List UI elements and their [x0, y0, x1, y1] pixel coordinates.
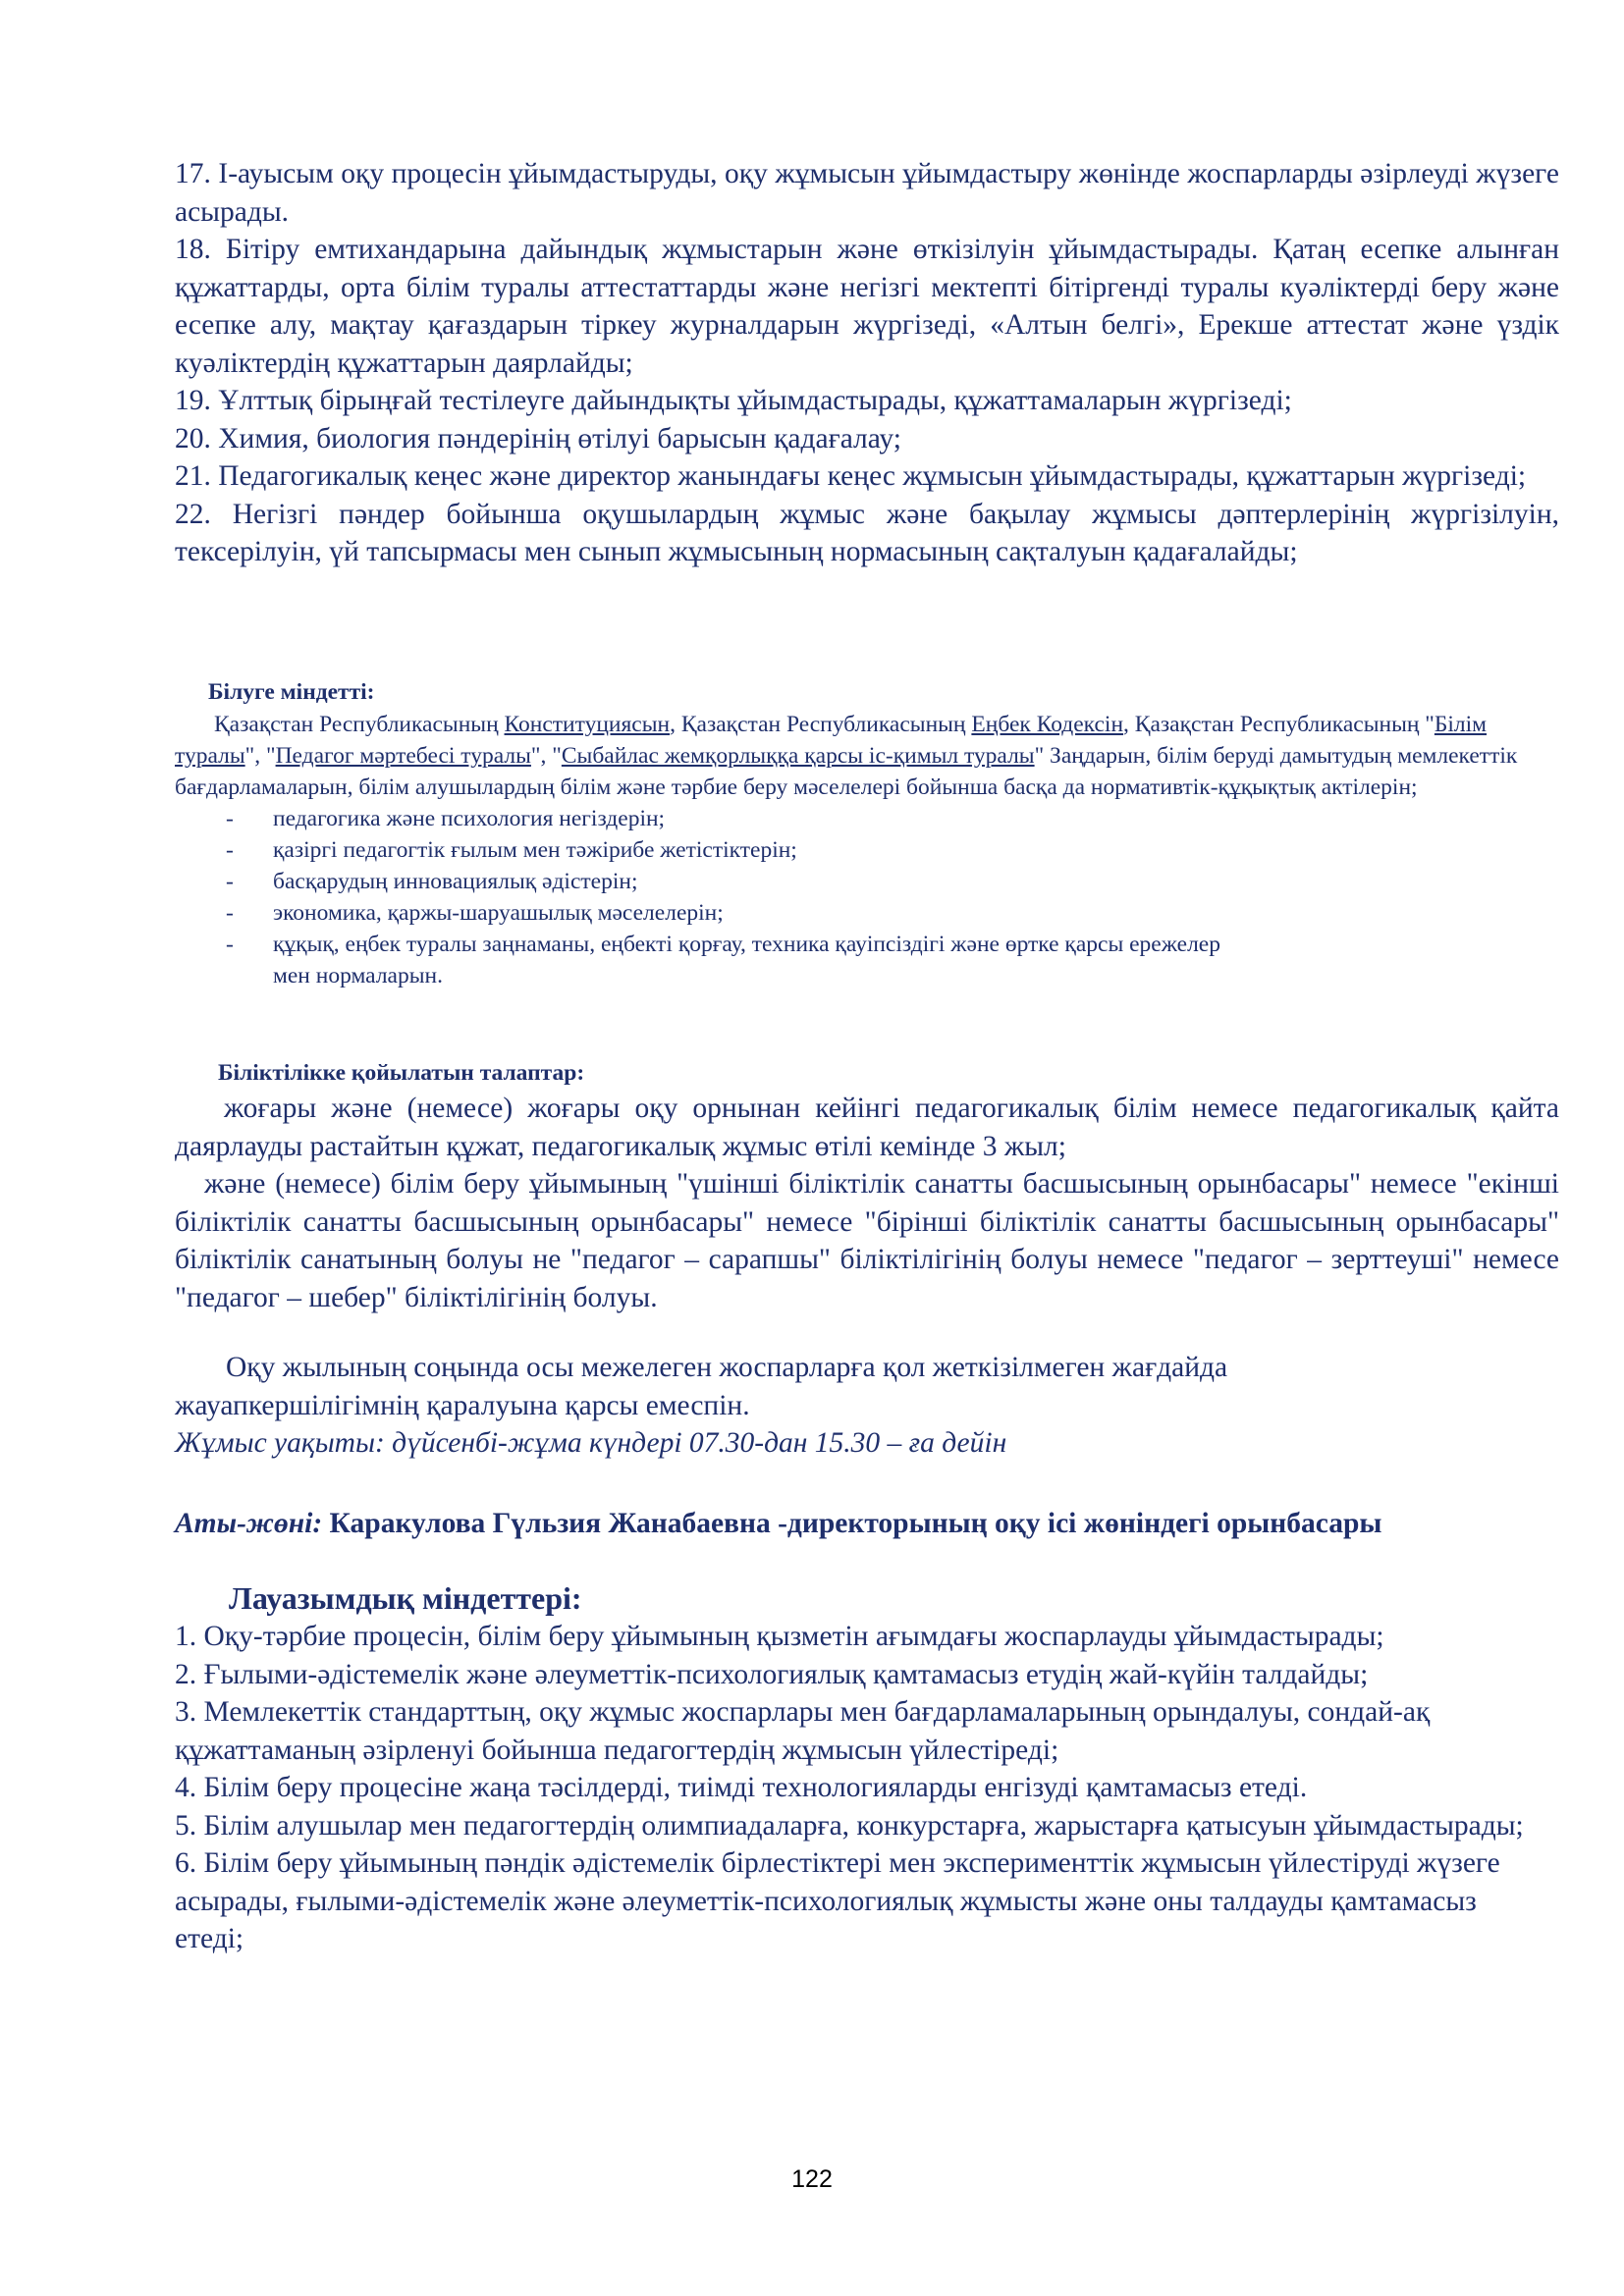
- person-label: Аты-жөні:: [175, 1508, 323, 1539]
- job-duties-section: [175, 1578, 1549, 1958]
- link-labor-code[interactable]: Еңбек Кодексін: [971, 712, 1124, 737]
- work-hours: Жұмыс уақыты: дүйсенбі-жұма күндері 07.30-дан 15.30 – ға дейін: [175, 1427, 1007, 1459]
- must-know-list: [175, 803, 1235, 991]
- dash-bullet-icon: -: [226, 932, 234, 957]
- job-duty-item: 6. Білім беру ұйымының пәндік әдістемелік бірлестіктері мен эксперименттік жұмысын үйлестіруді жүзеге асырады, ғылыми-әдістемелік және әлеуметтік-психологиялық жұмысты және оны талдауды қамтамасыз етеді;: [175, 1847, 1500, 1954]
- link-education-law[interactable]: Білім туралы: [175, 712, 1488, 769]
- qualification-heading: Біліктілікке қойылатын талаптар:: [218, 1060, 585, 1086]
- dash-bullet-icon: -: [226, 806, 234, 831]
- job-duty-item: 4. Білім беру процесіне жаңа тәсілдерді, тиімді технологияларды енгізуді қамтамасыз етеді.: [175, 1772, 1308, 1803]
- responsibility-statement: Оқу жылының соңында осы межелеген жоспарларға қол жеткізілмеген жағдайда жауапкершілігімнің қаралуына қарсы емеспін.: [175, 1352, 1228, 1421]
- person-name-position: Каракулова Гүльзия Жанабаевна -директорының оқу ісі жөніндегі орынбасары: [322, 1508, 1382, 1539]
- qualification-paragraph: және (немесе) білім беру ұйымының "үшінші біліктілік санатты басшысының орынбасары" немесе "екінші біліктілік санатты басшысының орынбасары" немесе "бірінші біліктілік санатты басшысының орынбасары" біліктілік санатының болуы не "педагог – сарапшы" біліктілігінің болуы немесе "педагог – зерттеуші" немесе "педагог – шебер" біліктілігінің болуы.: [175, 1168, 1559, 1313]
- job-duty-item: 2. Ғылыми-әдістемелік және әлеуметтік-психологиялық қамтамасыз етудің жай-күйін талдайды;: [175, 1658, 1369, 1690]
- must-know-section: [175, 677, 1559, 991]
- intro-text: ", ": [530, 743, 562, 769]
- duty-item-20: 20. Химия, биология пәндерінің өтілуі барысын қадағалау;: [175, 422, 901, 454]
- duty-item-22: 22. Негізгі пәндер бойынша оқушылардың жұмыс және бақылау жұмысы дәптерлерінің жүргізілуін, тексерілуін, үй тапсырмасы мен сынып жұмысының нормасының сақталуын қадағалайды;: [175, 498, 1559, 567]
- intro-text: , Қазақстан Республикасының: [670, 712, 972, 737]
- duty-item-18: 18. Бітіру емтихандарына дайындық жұмыстарын және өткізілуін ұйымдастырады. Қатаң есепке алынған құжаттарды, орта білім туралы аттестаттарды және негізгі мектепті бітіргенді туралы куәліктерді беру және есепке алу, мақтау қағаздарын тіркеу журналдарын жүргізеді, «Алтын белгі», Ерекше аттестат және үздік куәліктердің құжаттарын даярлайды;: [175, 234, 1559, 379]
- link-teacher-status-law[interactable]: Педагог мәртебесі туралы: [275, 743, 531, 769]
- job-duty-item: 5. Білім алушылар мен педагогтердің олимпиадаларға, конкурстарға, жарыстарға қатысуын ұйымдастырады;: [175, 1809, 1524, 1842]
- intro-text: , Қазақстан Республикасының ": [1123, 712, 1435, 737]
- dash-bullet-icon: -: [226, 900, 234, 926]
- link-constitution[interactable]: Конституциясын: [504, 712, 671, 737]
- dash-bullet-icon: -: [226, 869, 234, 894]
- job-duty-item: 3. Мемлекеттік стандарттың, оқу жұмыс жоспарлары мен бағдарламаларының орындалуы, сондай-ақ құжаттаманың әзірленуі бойынша педагогтердің жұмысын үйлестіреді;: [175, 1696, 1431, 1766]
- qualification-paragraph: жоғары және (немесе) жоғары оқу орнынан кейінгі педагогикалық білім немесе педагогикалық қайта даярлауды растайтын құжат, педагогикалық жұмыс өтілі кемінде 3 жыл;: [175, 1093, 1559, 1162]
- link-anticorruption-law[interactable]: Сыбайлас жемқорлыққа қарсы іс-қимыл туралы: [561, 743, 1035, 769]
- dash-bullet-icon: -: [226, 837, 234, 863]
- must-know-heading: Білуге міндетті:: [208, 679, 375, 705]
- page-number: 122: [791, 2165, 833, 2193]
- list-item: - педагогика және психология негіздерін;: [175, 803, 1235, 834]
- duties-continued-list: [175, 155, 1559, 571]
- person-line: [175, 1505, 1559, 1543]
- job-duties-heading: Лауазымдық міндеттері:: [229, 1580, 582, 1616]
- list-item: - қазіргі педагогтік ғылым мен тәжірибе жетістіктерін;: [175, 834, 1235, 866]
- must-know-intro: [175, 707, 1559, 803]
- responsibility-section: [175, 1349, 1451, 1463]
- duty-item-21: 21. Педагогикалық кеңес және директор жанындағы кеңес жұмысын ұйымдастырады, құжаттарын жүргізеді;: [175, 460, 1527, 492]
- list-item: - құқық, еңбек туралы заңнаманы, еңбекті қорғау, техника қауіпсіздігі және өртке қарсы ережелер мен нормаларын.: [175, 929, 1235, 991]
- list-item: - басқарудың инновациялық әдістерін;: [175, 866, 1235, 897]
- intro-text: ", ": [244, 743, 276, 769]
- duty-item-19: 19. Ұлттық бірыңғай тестілеуге дайындықты ұйымдастырады, құжаттамаларын жүргізеді;: [175, 385, 1292, 416]
- intro-text: Қазақстан Республикасының: [214, 712, 505, 737]
- list-item: - экономика, қаржы-шаруашылық мәселелерін;: [175, 897, 1235, 929]
- duty-item-17: 17. І-ауысым оқу процесін ұйымдастыруды, оқу жұмысын ұйымдастыру жөнінде жоспарларды әзірлеуді жүзеге асырады.: [175, 158, 1559, 228]
- intro-text: " Заңдарын, білім беруді дамытудың мемлекеттік бағдарламаларын, білім алушылардың білім және тәрбие беру мәселелері бойынша басқа да нормативтік-құқықтық актілерін;: [175, 743, 1518, 800]
- qualification-section: [175, 1058, 1559, 1316]
- job-duty-item: 1. Оқу-тәрбие процесін, білім беру ұйымының қызметін ағымдағы жоспарлауды ұйымдастырады;: [175, 1621, 1384, 1652]
